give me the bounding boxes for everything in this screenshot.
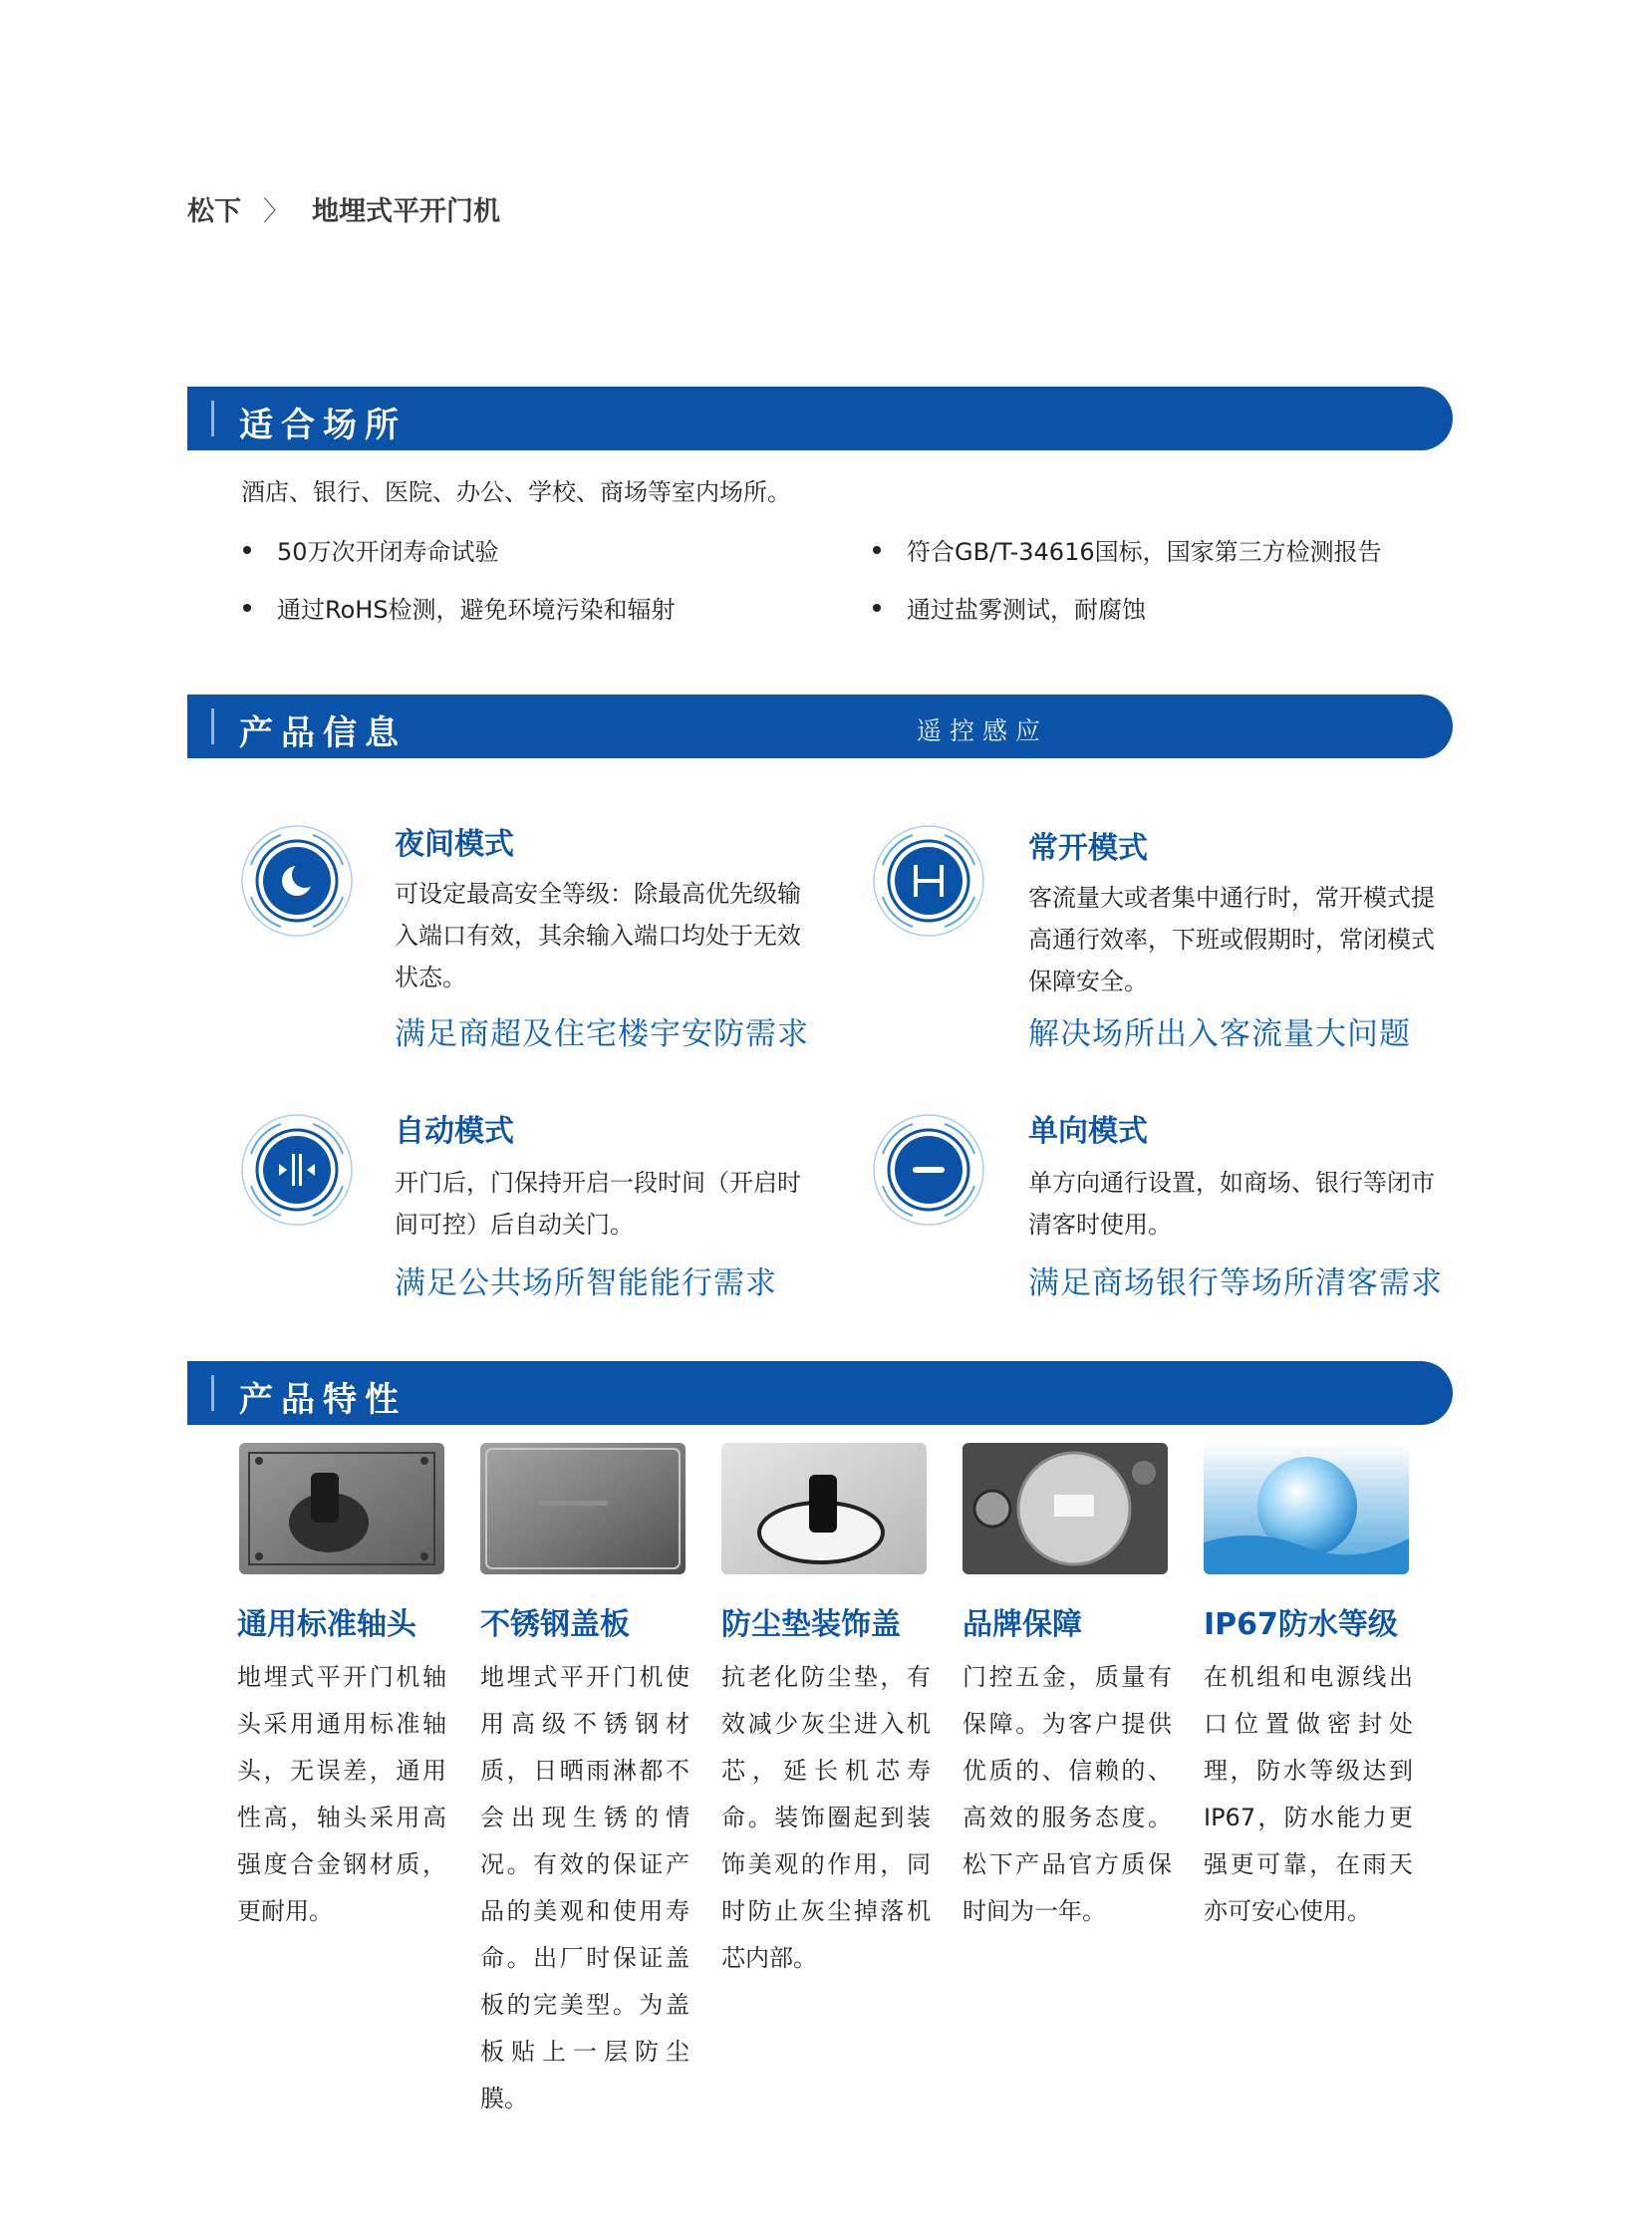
- breadcrumb: [187, 189, 500, 228]
- feature-description: 地埋式平开门机使用高级不锈钢材质，日晒雨淋都不会出现生锈的情况。有效的保证产品的美观和使用寿命。出厂时保证盖板的完美型。为盖板贴上一层防尘膜。: [480, 1663, 689, 2112]
- header-divider: [211, 401, 214, 436]
- bullet-item: 符合GB/T-34616国标，国家第三方检测报告: [873, 532, 1382, 567]
- header-divider: [211, 1375, 214, 1411]
- bullet-dot: [873, 604, 881, 612]
- feature-title: 通用标准轴头: [237, 1607, 416, 1642]
- minus-circle-icon: [867, 1108, 990, 1232]
- mode-title: 常开模式: [1028, 831, 1148, 866]
- dust-pad-image: [721, 1443, 927, 1574]
- mode-need: 满足商超及住宅楼宇安防需求: [395, 1016, 809, 1052]
- mode-description: 可设定最高安全等级：除最高优先级输入端口有效，其余输入端口均处于无效状态。: [395, 880, 801, 991]
- feature-description: 地埋式平开门机轴头采用通用标准轴头，无误差，通用性高，轴头采用高强度合金钢材质，更耐用。: [237, 1663, 446, 1925]
- mode-need: 解决场所出入客流量大问题: [1028, 1016, 1411, 1052]
- section-subtitle: 遥控感应: [917, 716, 1049, 745]
- mode-description: 单方向通行设置，如商场、银行等闭市清客时使用。: [1028, 1169, 1435, 1239]
- feature-description: 门控五金，质量有保障。为客户提供优质的、信赖的、高效的服务态度。松下产品官方质保时间为一年。: [963, 1663, 1172, 1925]
- header-divider: [211, 708, 214, 744]
- breadcrumb-separator: 〉: [263, 196, 290, 227]
- bullet-item: 通过RoHS检测，避免环境污染和辐射: [243, 590, 676, 625]
- bullet-item: 通过盐雾测试，耐腐蚀: [873, 590, 1146, 625]
- mode-need: 满足商场银行等场所清客需求: [1028, 1265, 1443, 1301]
- moon-icon: [235, 819, 359, 943]
- section-title: 产品信息: [239, 713, 407, 753]
- mode-title: 单向模式: [1028, 1114, 1148, 1149]
- feature-description: 在机组和电源线出口位置做密封处理，防水等级达到IP67，防水能力更强更可靠，在雨天亦可安心使用。: [1204, 1663, 1413, 1925]
- feature-title: 不锈钢盖板: [480, 1607, 630, 1642]
- section-header-info: [187, 695, 1453, 758]
- section-header-features: [187, 1361, 1453, 1425]
- mode-description: 客流量大或者集中通行时，常开模式提高通行效率，下班或假期时，常闭模式保障安全。: [1028, 884, 1435, 995]
- breadcrumb-current: 地埋式平开门机: [312, 196, 500, 227]
- mode-title: 夜间模式: [395, 827, 514, 862]
- breadcrumb-home[interactable]: 松下: [187, 196, 241, 227]
- section-title: 适合场所: [239, 406, 407, 445]
- brand-motor-image: [963, 1443, 1168, 1574]
- section-title: 产品特性: [239, 1380, 407, 1420]
- bullet-dot: [243, 604, 251, 612]
- section-header-scene: [187, 387, 1453, 450]
- mode-description: 开门后，门保持开启一段时间（开启时间可控）后自动关门。: [395, 1169, 801, 1239]
- feature-title: IP67防水等级: [1204, 1607, 1398, 1642]
- scene-description: 酒店、银行、医院、办公、学校、商场等室内场所。: [241, 478, 791, 506]
- bullet-dot: [873, 546, 881, 554]
- feature-description: 抗老化防尘垫，有效减少灰尘进入机芯，延长机芯寿命。装饰圈起到装饰美观的作用，同时防止灰尘掉落机芯内部。: [721, 1663, 931, 1972]
- auto-door-icon: [235, 1108, 359, 1232]
- mode-title: 自动模式: [395, 1114, 514, 1149]
- mode-need: 满足公共场所智能能行需求: [395, 1265, 777, 1301]
- shaft-head-image: [239, 1443, 444, 1574]
- bullet-dot: [243, 546, 251, 554]
- door-open-icon: [867, 819, 990, 943]
- waterproof-image: [1204, 1443, 1409, 1574]
- feature-title: 防尘垫装饰盖: [721, 1607, 901, 1642]
- feature-title: 品牌保障: [963, 1607, 1082, 1642]
- bullet-item: 50万次开闭寿命试验: [243, 532, 499, 567]
- stainless-cover-image: [480, 1443, 686, 1574]
